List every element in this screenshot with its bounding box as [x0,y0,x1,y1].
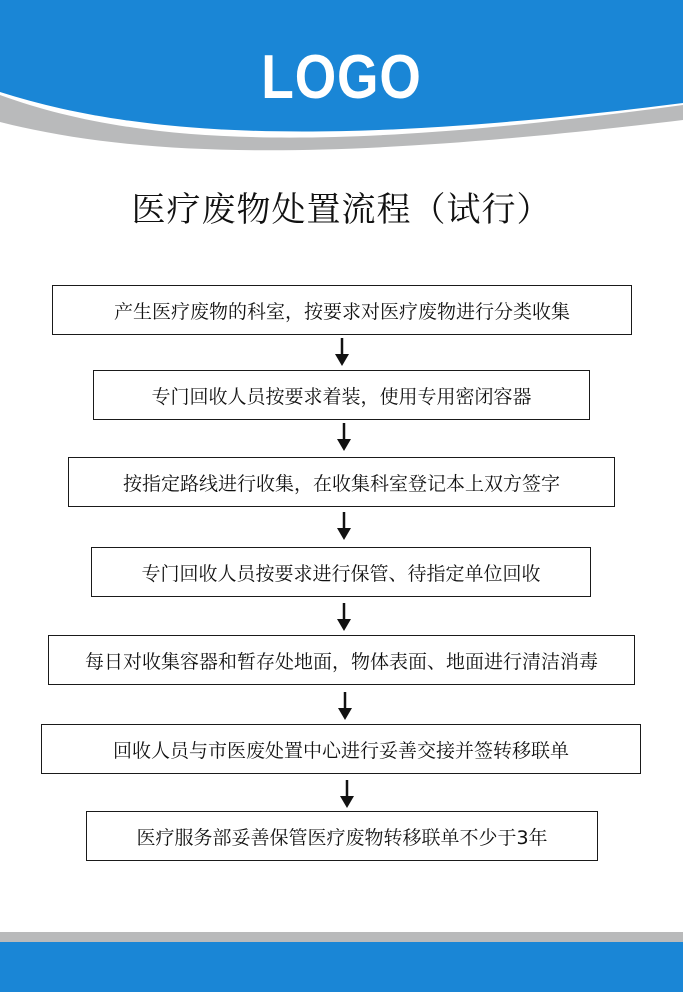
footer-blue-band [0,942,683,992]
down-arrow-icon [337,423,351,451]
flow-step-5: 每日对收集容器和暂存处地面，物体表面、地面进行清洁消毒 [48,635,635,685]
flow-step-3: 按指定路线进行收集，在收集科室登记本上双方签字 [68,457,615,507]
down-arrow-icon [335,338,349,366]
down-arrow-icon [338,692,352,720]
down-arrow-icon [340,780,354,808]
flow-step-1: 产生医疗废物的科室，按要求对医疗废物进行分类收集 [52,285,632,335]
flow-step-6: 回收人员与市医废处置中心进行妥善交接并签转移联单 [41,724,641,774]
flow-step-2: 专门回收人员按要求着装，使用专用密闭容器 [93,370,590,420]
down-arrow-icon [337,603,351,631]
logo: LOGO [261,43,422,112]
down-arrow-icon [337,512,351,540]
flow-step-4: 专门回收人员按要求进行保管、待指定单位回收 [91,547,591,597]
page-title: 医疗废物处置流程（试行） [131,190,552,230]
footer-grey-stripe [0,932,683,942]
flow-step-7: 医疗服务部妥善保管医疗废物转移联单不少于3年 [86,811,598,861]
